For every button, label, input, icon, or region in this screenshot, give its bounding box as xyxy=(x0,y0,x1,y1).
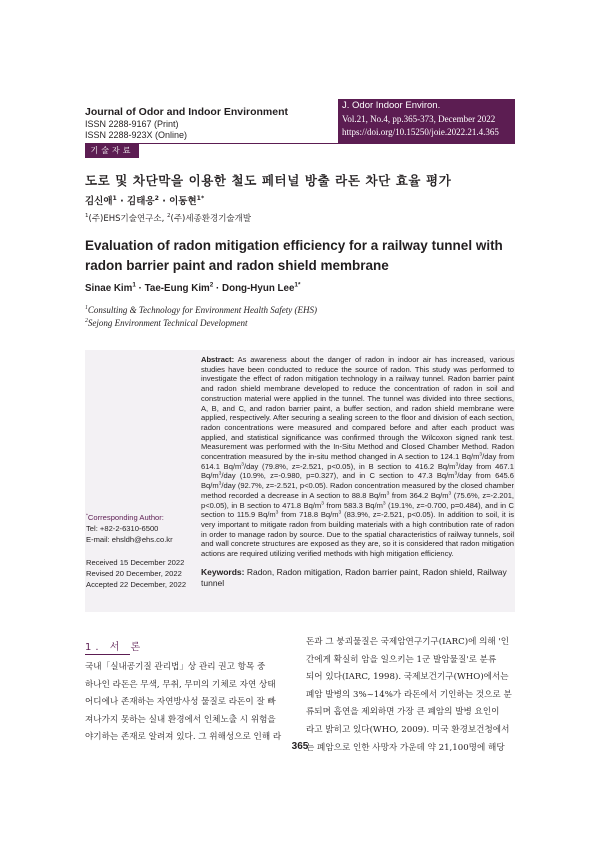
section-underline xyxy=(85,654,130,655)
corresponding-author-label: *Corresponding Author: xyxy=(86,513,164,522)
english-title: Evaluation of radon mitigation efficiency for a railway tunnel with radon barrier paint and radon shield membrane xyxy=(85,238,503,273)
keywords-label: Keywords: xyxy=(201,567,245,577)
abstract-label: Abstract: xyxy=(201,355,235,364)
doi-link[interactable]: https://doi.org/10.15250/joie.2022.21.4.365 xyxy=(342,127,499,137)
article-type-tag: 기술자료 xyxy=(85,144,139,158)
page-number: 365 xyxy=(291,741,309,752)
body-line: 는 폐암으로 인한 사망자 가운데 약 21,100명에 해당 xyxy=(306,742,505,753)
body-line: 야기하는 존재로 알려져 있다. 그 위해성으로 인해 라 xyxy=(85,732,282,743)
body-line: 간에게 확실히 암을 일으키는 1군 발암물질'로 분류 xyxy=(306,654,497,665)
issn-online: ISSN 2288-923X (Online) xyxy=(85,130,188,140)
corresponding-email[interactable]: E-mail: ehsldh@ehs.co.kr xyxy=(86,535,173,544)
body-line: 류되며 흡연을 제외하면 가장 큰 폐암의 발병 요인이 xyxy=(306,707,500,718)
keywords: Keywords: Radon, Radon mitigation, Radon barrier paint, Radon shield, Railway tunnel xyxy=(201,567,507,588)
body-line: 라고 밝히고 있다(WHO, 2009). 미국 환경보건청에서 xyxy=(306,724,510,735)
journal-citation-box xyxy=(338,99,515,143)
section-heading: 1. 서 론 xyxy=(85,642,145,653)
body-line: 져나가지 못하는 실내 환경에서 인체노출 시 위험을 xyxy=(85,714,276,725)
volume-pages: Vol.21, No.4, pp.365-373, December 2022 xyxy=(342,114,496,124)
korean-authors: 김신애$^1$ · 김태응$^2$ · 이동현$^{1*}$ xyxy=(85,194,205,207)
english-authors: Sinae Kim$^1$ · Tae-Eung Kim$^2$ · Dong-Hyun Lee$^{1*}$ xyxy=(85,281,301,294)
body-line: 되어 있다(IARC, 1998). 국제보건기구(WHO)에서는 xyxy=(306,672,509,683)
english-affiliation-1: $^1$Consulting & Technology for Environment Health Safety (EHS) xyxy=(85,305,317,315)
issn-print: ISSN 2288-9167 (Print) xyxy=(85,119,179,129)
body-line: 하나인 라돈은 무색, 무취, 무미의 기체로 자연 상태 xyxy=(85,679,276,690)
revised-date: Revised 20 December, 2022 xyxy=(86,569,182,578)
journal-title: Journal of Odor and Indoor Environment xyxy=(85,106,289,118)
abstract-text: Abstract: As awareness about the danger of radon in indoor air has increased, various studies have been conducted to reduce the source of radon. This study was performed to investigate the effect of radon mitigation technology in a railway tunnel. Radon barrier paint and radon shield membrane developed to reduce the concentration of radon in soil and construction material were applied in the tunnel. The tunnel was divided into three sections, A, B, and C, and radon barrier paint, a buffer section, and radon shield membrane were applied, respectively. After securing a sealing screen to the floor and division of each section, radon concentrations were measured and compared before and after each product was applied, and statistical significance was confirmed through the Wilcoxon signed rank test. Measurement was performed with the In-Situ Method and Closed Chamber Method. Radon concentration measured by the in-situ method changed in A section to 124.1 $Bq/m^3$/day from 614.1 $Bq/m^3$/day (79.8%, z=-2.521, p<0.05), in B section to 416.2 $Bq/m^3$/day from 467.1 $Bq/m^3$/day (10.9%, z=-0.980, p=0.327), and in C section to 47.3 $Bq/m^3$/day from 645.6 $Bq/m^3$/day (92.7%, z=-2.521, p<0.05). Radon concentration measured by the closed chamber method recorded a decrease in A section to 88.8 $Bq/m^3$ from 364.2 $Bq/m^3$ (75.6%, z=-2.201, p<0.05), in B section to 471.8 $Bq/m^3$ from 583.3 $Bq/m^3$ (19.1%, z=-0.700, p=0.484), and in C section to 115.9 $Bq/m^3$ from 718.8 $Bq/m^3$ (83.9%, z=-2.521, p<0.05). In addition to soil, it is very important to mitigate radon from building materials with a high contribution rate of radon in order to manage radon by source. Due to the spatial characteristics of railway tunnels, soil and wall concrete structures are exposed as they are, so it is considered that radon mitigation actions are required utilizing verified methods with high mitigation efficiency. xyxy=(201,355,514,559)
header-rule xyxy=(85,143,515,144)
body-line: 어디에나 존재하는 자연방사성 물질로 라돈이 잘 빠 xyxy=(85,697,276,708)
body-line: 폐암 발병의 3%~14%가 라돈에서 기인하는 것으로 분 xyxy=(306,689,512,700)
corresponding-tel: Tel: +82-2-6310-6500 xyxy=(86,524,159,533)
body-column-left xyxy=(85,659,295,747)
korean-affiliations: $^1$(주)EHS기술연구소, $^2$(주)세종환경기술개발 xyxy=(85,213,252,224)
accepted-date: Accepted 22 December, 2022 xyxy=(86,580,187,589)
korean-title: 도로 및 차단막을 이용한 철도 페터널 방출 라돈 차단 효율 평가 xyxy=(85,173,452,188)
body-column-right xyxy=(306,634,518,757)
english-affiliation-2: $^2$Sejong Environment Technical Development xyxy=(85,318,248,328)
body-line: 돈과 그 붕괴물질은 국제암연구기구(IARC)에 의해 '인 xyxy=(306,637,510,647)
journal-abbrev: J. Odor Indoor Environ. xyxy=(342,100,441,111)
received-date: Received 15 December 2022 xyxy=(86,558,185,567)
body-line: 국내「실내공기질 관리법」상 관리 권고 항목 중 xyxy=(85,662,266,672)
